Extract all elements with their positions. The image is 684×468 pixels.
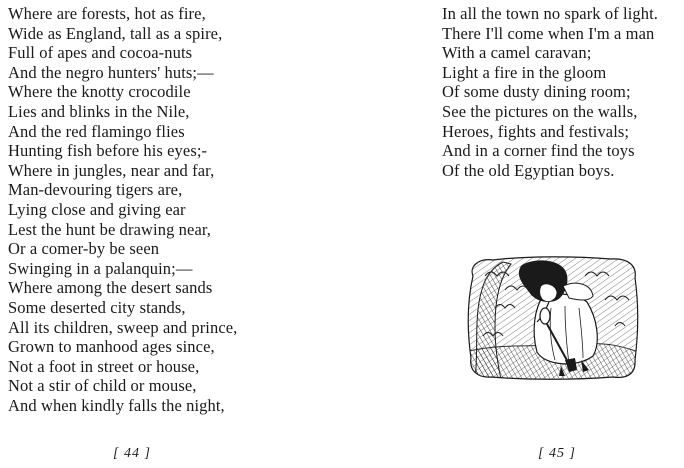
poem-line: Heroes, fights and festivals; [442,121,630,141]
poem-line: And the red flamingo flies [8,121,185,141]
poem-line: Or a comer-by be seen [8,239,160,259]
poem-line: In all the town no spark of light. [442,4,659,23]
poem-line: Where are forests, hot as fire, [8,4,206,23]
poem-line: And the negro hunters' huts;— [8,62,214,82]
poem-line: Where in jungles, near and far, [8,160,215,180]
poem-line: There I'll come when I'm a man [442,23,655,43]
poem-line: And in a corner find the toys [442,141,635,161]
poem-line: See the pictures on the walls, [442,101,638,121]
poem-line: Swinging in a palanquin;— [8,258,193,278]
page-number-left: [ 44 ] [113,446,151,461]
vignette-illustration [465,256,639,380]
poem-line: Light a fire in the gloom [442,62,607,82]
poem-line: Lying close and giving ear [8,199,186,219]
poem-line: And when kindly falls the night, [8,395,225,415]
right-poem [442,4,658,180]
poem-line: Of the old Egyptian boys. [442,160,615,180]
left-poem [8,4,237,415]
poem-line: Of some dusty dining room; [442,82,631,102]
poem-line: Where among the desert sands [8,278,213,298]
poem-line: Where the knotty crocodile [8,82,191,102]
poem-line: Hunting fish before his eyes;- [8,141,208,161]
poem-line: All its children, sweep and prince, [8,317,238,337]
poem-line: Not a foot in street or house, [8,356,200,376]
poem-line: Not a stir of child or mouse, [8,376,197,396]
page-number-right: [ 45 ] [538,446,576,461]
poem-line: Some deserted city stands, [8,297,186,317]
poem-line: With a camel caravan; [442,43,592,63]
poem-line: Lies and blinks in the Nile, [8,101,190,121]
poem-line: Wide as England, tall as a spire, [8,23,223,43]
poem-line: Lest the hunt be drawing near, [8,219,212,239]
poem-line: Full of apes and cocoa-nuts [8,43,193,63]
right-page [342,0,684,468]
poem-line: Grown to manhood ages since, [8,337,215,357]
poem-line: Man-devouring tigers are, [8,180,183,200]
child-digging-illustration [465,256,639,380]
